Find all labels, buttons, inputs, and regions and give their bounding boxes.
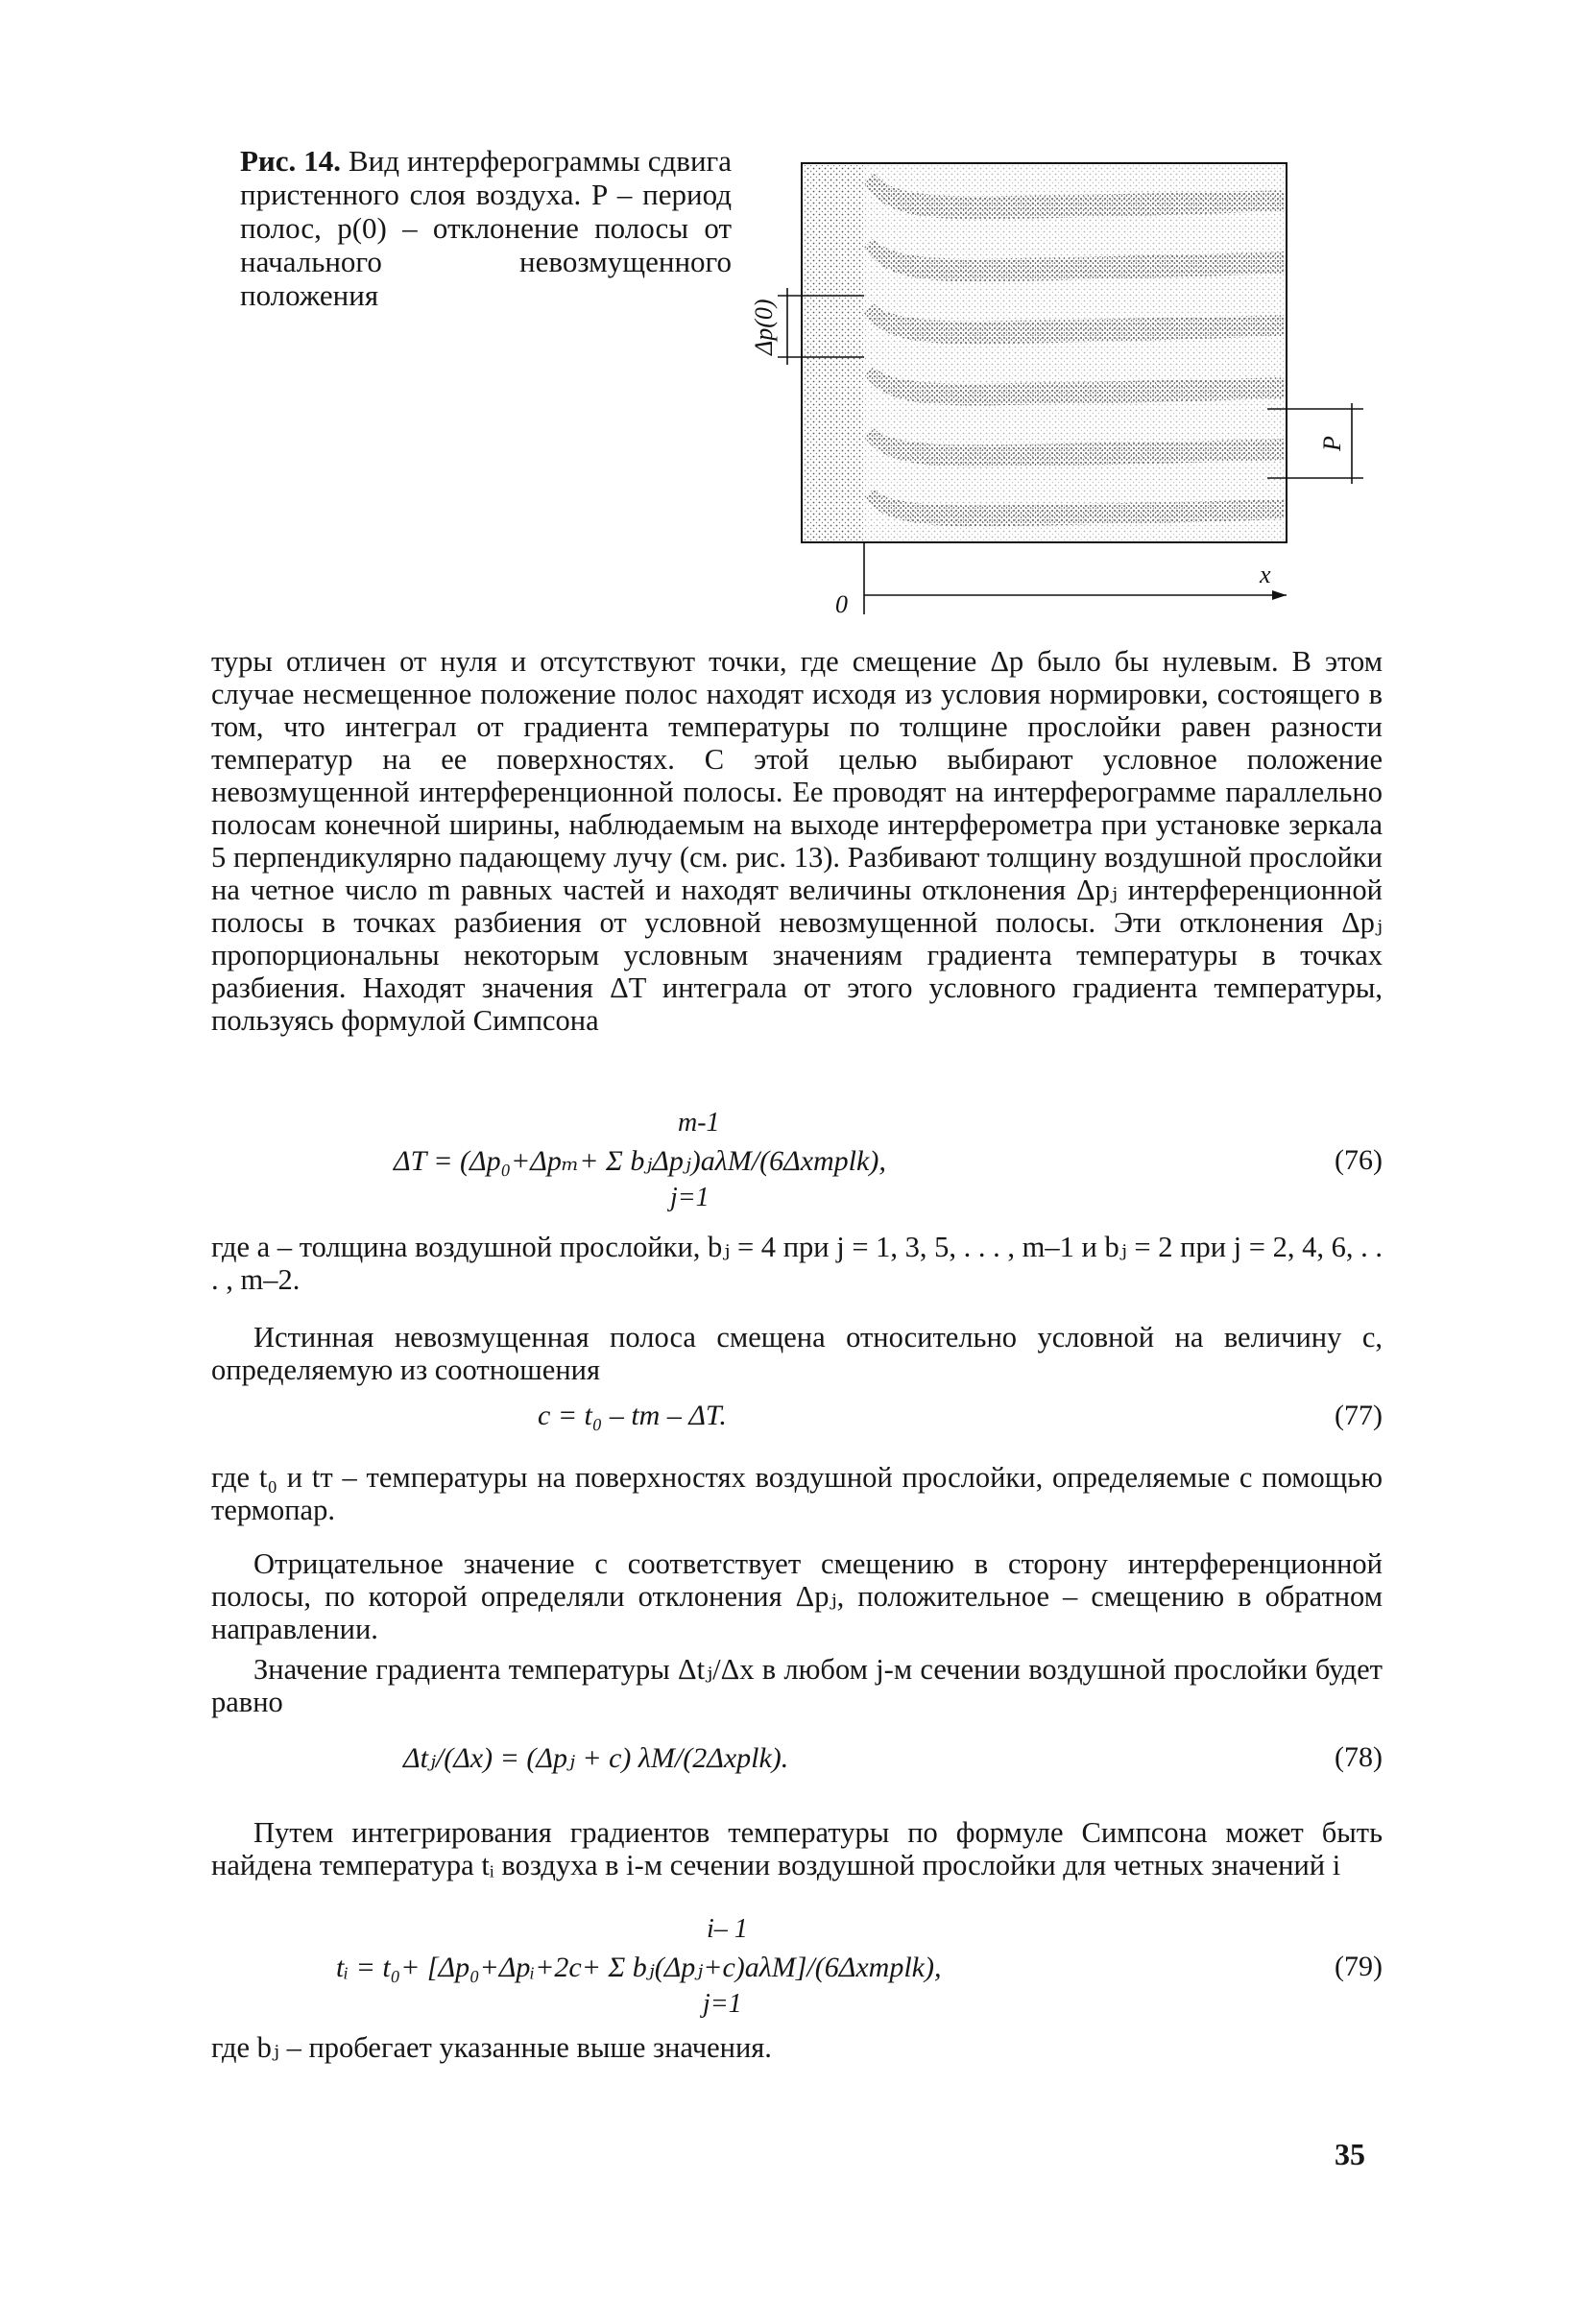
formula-78-expr: Δtⱼ/(Δx) = (Δpⱼ + c) λM/(2Δxplk).: [403, 1742, 789, 1774]
formula-77-number: (77): [1335, 1400, 1383, 1431]
figure-caption: [240, 144, 732, 312]
wall-region: [804, 165, 863, 540]
formula-78: [211, 1736, 1383, 1784]
figure-caption-text: Вид интерферограммы сдвига пристенного слоя воздуха. P – период полос, p(0) – отклонение полосы от начального невозмущенного положения: [240, 144, 733, 312]
x-axis-label: x: [1260, 561, 1271, 588]
paragraph-8: где bⱼ – пробегает указанные выше значения.: [211, 2031, 772, 2064]
paragraph-3: Истинная невозмущенная полоса смещена относительно условной на величину c, определяемую из соотношения: [211, 1321, 1383, 1386]
dp0-label: Δp(0): [750, 299, 778, 355]
formula-79-expr: tᵢ = t₀+ [Δp₀+Δpᵢ+2c+ Σ bⱼ(Δpⱼ+c)aλM]/(6Δxmplk),: [336, 1952, 942, 1983]
origin-label: 0: [835, 590, 848, 618]
x-axis-arrow-icon: [1272, 590, 1287, 600]
paragraph-4: где t₀ и tт – температуры на поверхностях воздушной прослойки, определяемые с помощью термопар.: [211, 1461, 1383, 1526]
formula-76-number: (76): [1335, 1144, 1383, 1176]
period-label: P: [1318, 436, 1346, 451]
formula-76-upper: m-1: [678, 1108, 720, 1138]
formula-76-expr: ΔT = (Δp₀+Δpₘ+ Σ bⱼΔpⱼ)aλM/(6Δxmplk),: [394, 1145, 886, 1177]
formula-77-expr: c = t₀ – tт – ΔT.: [538, 1400, 727, 1431]
formula-79-upper: i– 1: [707, 1914, 748, 1944]
formula-76: [211, 1104, 1383, 1219]
paragraph-2: где a – толщина воздушной прослойки, bⱼ = 4 при j = 1, 3, 5, . . . , m–1 и bⱼ = 2 при j = 2, 4, 6, . . . , m–2.: [211, 1231, 1383, 1296]
paragraph-7: Путем интегрирования градиентов температуры по формуле Симпсона может быть найдена температура tᵢ воздуха в i-м сечении воздушной прослойки для четных значений i: [211, 1816, 1383, 1881]
paragraph-6: Значение градиента температуры Δtⱼ/Δx в любом j-м сечении воздушной прослойки будет равно: [211, 1653, 1383, 1718]
interferogram-figure: [691, 144, 1383, 643]
formula-78-number: (78): [1335, 1741, 1383, 1773]
paragraph-1: туры отличен от нуля и отсутствуют точки, где смещение Δp было бы нулевым. В этом случае несмещенное положение полос находят исходя из условия нормировки, состоящего в том, что интеграл от градиента температуры по толщине прослойки равен разности температур на ее поверхностях. С этой целью выбирают условное положение невозмущенной интерференционной полосы. Ее проводят на интерферограмме параллельно полосам конечной ширины, наблюдаемым на выходе интерферометра при установке зеркала 5 перпендикулярно падающему лучу (см. рис. 13). Разбивают толщину воздушной прослойки на четное число m равных частей и находят величины отклонения Δpⱼ интерференционной полосы в точках разбиения от условной невозмущенной полосы. Эти отклонения Δpⱼ пропорциональны некоторым условным значениям градиента температуры в точках разбиения. Находят значения ΔT интеграла от этого условного градиента температуры, пользуясь формулой Симпсона: [211, 645, 1383, 1037]
formula-77: [211, 1394, 1383, 1442]
paragraph-5: Отрицательное значение c соответствует смещению в сторону интерференционной полосы, по которой определяли отклонения Δpⱼ, положительное – смещению в обратном направлении.: [211, 1547, 1383, 1645]
formula-79: [211, 1910, 1383, 2025]
figure-caption-label: Рис. 14.: [240, 144, 342, 178]
formula-79-number: (79): [1335, 1951, 1383, 1982]
formula-79-lower: j=1: [703, 1989, 742, 2019]
formula-76-lower: j=1: [670, 1183, 710, 1212]
page-number: 35: [1335, 2137, 1365, 2171]
interferogram-drawing: [691, 144, 1383, 643]
